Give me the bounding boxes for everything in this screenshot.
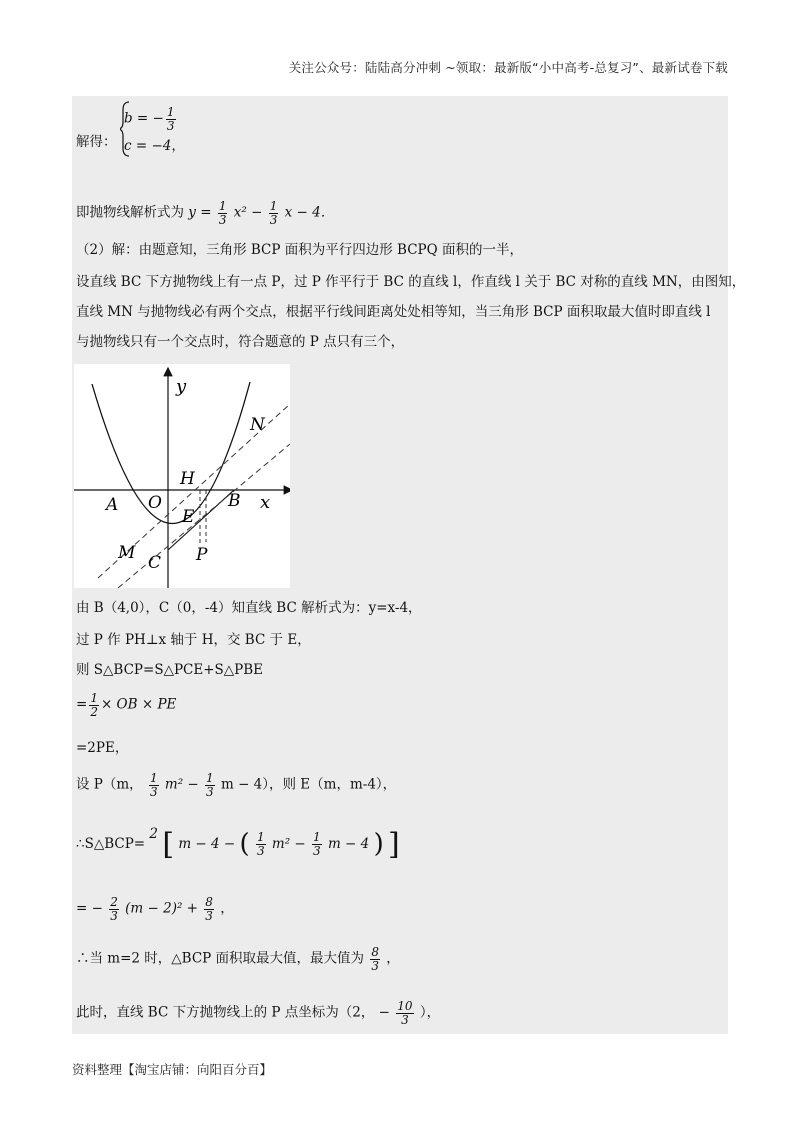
final-frac — [396, 1000, 413, 1026]
system-eq-c — [124, 138, 185, 156]
frac-num: 1 — [218, 199, 227, 213]
vertex-end: ， — [220, 900, 234, 917]
parabola-y: y = — [188, 204, 212, 221]
parabola-line — [76, 200, 334, 226]
frac-den: 3 — [218, 212, 227, 227]
parabola-end: x − 4． — [284, 204, 335, 221]
frac-den: 3 — [110, 908, 118, 923]
parabola-frac-1 — [218, 200, 228, 226]
frac-den: 3 — [206, 784, 214, 799]
ph-line: 过 P 作 PH⊥x 轴于 H，交 BC 于 E， — [76, 632, 311, 648]
frac-den: 3 — [313, 844, 321, 858]
system-trail: ， — [171, 138, 185, 154]
area-formula-line — [76, 826, 400, 861]
half-product-line — [76, 692, 176, 718]
label-C: C — [148, 553, 162, 573]
parabola-mid: x² − — [233, 204, 263, 221]
system-eq-b — [124, 106, 178, 132]
frac-num: 1 — [313, 830, 321, 845]
setp-mid: m² − — [164, 776, 199, 793]
frac-den: 3 — [371, 958, 379, 973]
final-point-line — [76, 1000, 440, 1026]
frac-num: 2 — [110, 895, 118, 909]
max-end: ， — [386, 950, 400, 967]
parabola-figure — [74, 364, 290, 588]
label-M: M — [118, 543, 136, 563]
half-frac — [89, 692, 99, 718]
parabola-frac-2 — [269, 200, 279, 226]
open-bracket: [ — [162, 826, 175, 862]
frac-num: 8 — [371, 945, 379, 959]
eq-b-text: b = − — [124, 110, 164, 127]
setp-frac-1 — [149, 772, 159, 798]
system-label: 解得： — [76, 134, 117, 150]
part2-line-1: （2）解：由题意知，三角形 BCP 面积为平行四边形 BCPQ 面积的一半， — [76, 242, 523, 258]
close-paren: ) — [373, 828, 384, 859]
final-prefix: 此时，直线 BC 下方抛物线上的 P 点坐标为（2， — [76, 1004, 375, 1021]
part2-line-4: 与抛物线只有一个交点时，符合题意的 P 点只有三个， — [76, 334, 405, 350]
header-note: 关注公众号：陆陆高分冲刺 ~领取：最新版“小中高考-总复习”、最新试卷下载 — [288, 60, 728, 75]
set-p-line — [76, 772, 396, 798]
line-bc — [168, 490, 234, 550]
frac-num: 1 — [269, 199, 278, 213]
frac-den: 3 — [401, 1012, 409, 1027]
vertex-mid: (m − 2)² + — [125, 900, 198, 917]
frac-den: 3 — [149, 784, 158, 799]
area-inner-c: m − 4 — [327, 836, 370, 852]
label-N: N — [250, 415, 265, 435]
area-inner-a: m − 4 − — [178, 836, 236, 852]
area-frac-1 — [256, 831, 266, 857]
vertex-frac-1 — [109, 896, 119, 922]
frac-den: 2 — [90, 704, 98, 719]
part2-line-3: 直线 MN 与抛物线必有两个交点，根据平行线间距离处处相等知，当三角形 BCP 面积取最大值时即直线 l — [76, 304, 711, 320]
label-E: E — [182, 507, 195, 527]
vertex-form-line — [76, 896, 234, 922]
part2-line-2: 设直线 BC 下方抛物线上有一点 P，过 P 作平行于 BC 的直线 l，作直线 l 关于 BC 对称的直线 MN，由图知， — [76, 274, 746, 290]
label-x: x — [260, 492, 271, 513]
label-H: H — [180, 469, 195, 489]
footer-note: 资料整理【淘宝店铺：向阳百分百】 — [72, 1062, 273, 1077]
setp-end: m − 4），则 E（m，m-4）， — [220, 776, 397, 793]
max-value-line — [76, 946, 400, 972]
area-frac-2 — [312, 831, 322, 857]
solution-content — [72, 96, 746, 1034]
frac-num: 8 — [205, 895, 213, 909]
label-O: O — [148, 493, 162, 513]
eq-b-den: 3 — [166, 118, 175, 133]
setp-frac-2 — [205, 772, 215, 798]
eq-c-text: c = −4 — [124, 138, 172, 154]
setp-prefix: 设 P（m， — [76, 776, 143, 793]
final-end: ）， — [419, 1004, 441, 1021]
figure-svg — [74, 364, 290, 588]
area-inner-b: m² − — [271, 836, 306, 852]
frac-num: 1 — [256, 830, 265, 845]
vertex-frac-2 — [204, 896, 214, 922]
eq-b-fraction — [166, 106, 176, 132]
frac-den: 3 — [269, 212, 278, 227]
close-bracket: ] — [388, 826, 400, 862]
label-y: y — [176, 376, 187, 397]
area-two: 2 — [149, 826, 159, 842]
half-prefix: = — [76, 696, 88, 713]
frac-num: 10 — [397, 999, 413, 1013]
bc-line: 由 B（4,0），C（0，-4）知直线 BC 解析式为：y=x-4， — [76, 600, 422, 616]
line-l — [118, 444, 290, 588]
frac-num: 1 — [90, 691, 98, 705]
vertex-prefix: = − — [76, 900, 103, 917]
label-P: P — [196, 545, 208, 565]
max-prefix: ∴当 m=2 时，△BCP 面积取最大值，最大值为 — [76, 950, 365, 967]
parabola-prefix: 即抛物线解析式为 — [76, 204, 184, 221]
open-paren: ( — [239, 828, 250, 859]
frac-den: 3 — [205, 908, 213, 923]
eq-b-num: 1 — [166, 105, 175, 119]
half-rest: × OB × PE — [100, 696, 177, 713]
frac-num: 1 — [206, 771, 214, 785]
label-B: B — [228, 491, 241, 511]
area-prefix: ∴S△BCP= — [76, 836, 146, 852]
final-neg: − — [378, 1004, 390, 1021]
frac-num: 1 — [149, 771, 158, 785]
label-A: A — [106, 495, 119, 515]
area-split-line: 则 S△BCP=S△PCE+S△PBE — [76, 662, 264, 678]
frac-den: 3 — [256, 844, 265, 858]
two-pe-line: =2PE， — [76, 740, 129, 756]
max-frac — [370, 946, 380, 972]
